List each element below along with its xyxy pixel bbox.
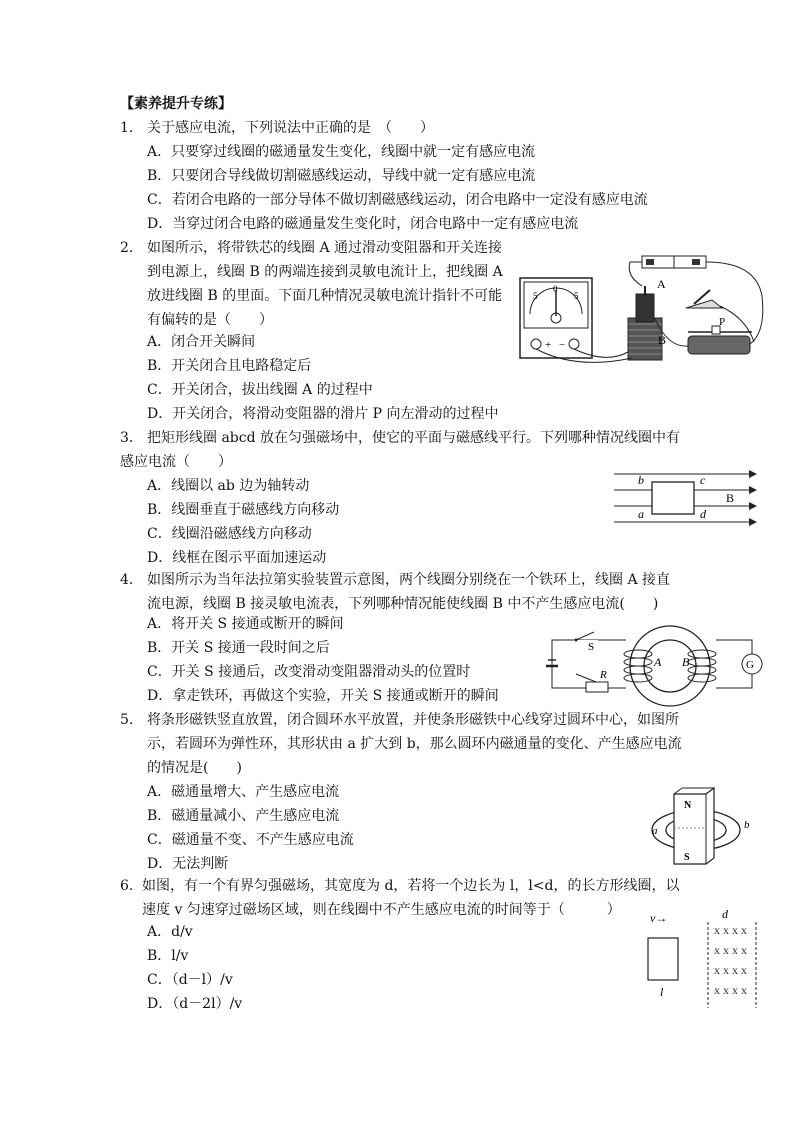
corner-a-label: a bbox=[638, 507, 644, 521]
coil-b-label: B bbox=[658, 333, 667, 347]
coil-in-field-figure bbox=[612, 466, 762, 526]
question-stem: 的情况是( ) bbox=[147, 760, 242, 776]
meter-scale-right: 5 bbox=[574, 291, 579, 301]
option-a: A．磁通量增大、产生感应电流 bbox=[147, 784, 340, 800]
question-stem: 到电源上，线圈 B 的两端连接到灵敏电流计上，把线圈 A bbox=[147, 264, 503, 280]
question-stem: 有偏转的是（ ） bbox=[147, 312, 273, 328]
question-stem: 流电源，线圈 B 接灵敏电流表，下列哪种情况能使线圈 B 中不产生感应电流( ) bbox=[147, 596, 659, 612]
ring-a-label: a bbox=[652, 825, 658, 837]
option-b: B．线圈垂直于磁感线方向移动 bbox=[147, 502, 340, 518]
corner-c-label: c bbox=[700, 473, 706, 487]
option-c: C．线圈沿磁感线方向移动 bbox=[147, 526, 312, 542]
faraday-ring-figure bbox=[546, 620, 768, 710]
field-row: x x x x bbox=[714, 943, 747, 957]
width-d-label: d bbox=[722, 907, 728, 921]
option-d: D．无法判断 bbox=[147, 856, 229, 872]
option-b: B．开关闭合且电路稳定后 bbox=[147, 358, 312, 374]
induction-apparatus-figure bbox=[516, 252, 778, 364]
option-d: D．拿走铁环，再做这个实验，开关 S 接通或断开的瞬间 bbox=[147, 688, 499, 704]
question-number: 6. bbox=[120, 878, 134, 894]
slider-p-label: P bbox=[719, 316, 726, 328]
corner-d-label: d bbox=[700, 507, 706, 521]
option-b: B．磁通量减小、产生感应电流 bbox=[147, 808, 340, 824]
option-d: D．当穿过闭合电路的磁通量发生变化时，闭合电路中一定有感应电流 bbox=[147, 216, 579, 232]
coil-a-label: A bbox=[654, 655, 662, 669]
coil-a-label: A bbox=[657, 277, 666, 291]
option-b: B．l/v bbox=[147, 948, 189, 964]
south-pole-label: S bbox=[684, 852, 690, 863]
field-row: x x x x bbox=[714, 983, 747, 997]
coil-b-label: B bbox=[682, 655, 690, 669]
velocity-label: v→ bbox=[650, 911, 668, 925]
terminal-plus: + bbox=[545, 339, 552, 351]
question-number: 1． bbox=[120, 120, 143, 136]
section-title: 【素养提升专练】 bbox=[120, 96, 232, 112]
question-stem: 关于感应电流，下列说法中正确的是 （ ） bbox=[147, 120, 434, 136]
question-stem: 速度 v 匀速穿过磁场区域，则在线圈中不产生感应电流的时间等于（ ） bbox=[142, 902, 621, 918]
question-stem: 示，若圆环为弹性环，其形状由 a 扩大到 b，那么圆环内磁通量的变化、产生感应电流 bbox=[147, 736, 682, 752]
meter-scale-left: 5 bbox=[533, 291, 538, 301]
resistor-r-label: R bbox=[600, 669, 607, 681]
option-c: C．开关闭合，拔出线圈 A 的过程中 bbox=[147, 382, 373, 398]
north-pole-label: N bbox=[684, 800, 692, 811]
ring-b-label: b bbox=[744, 819, 750, 831]
question-stem: 将条形磁铁竖直放置，闭合圆环水平放置，并使条形磁铁中心线穿过圆环中心，如图所 bbox=[147, 712, 679, 728]
corner-b-label: b bbox=[638, 473, 644, 487]
option-a: A．只要穿过线圈的磁通量发生变化，线圈中就一定有感应电流 bbox=[147, 144, 536, 160]
switch-s-label: S bbox=[588, 641, 595, 653]
question-stem: 如图所示为当年法拉第实验装置示意图，两个线圈分别绕在一个铁环上，线圈 A 接直 bbox=[147, 572, 671, 588]
meter-scale-mid: 0 bbox=[553, 284, 558, 294]
question-stem: 放进线圈 B 的里面。下面几种情况灵敏电流计指针不可能 bbox=[147, 288, 503, 304]
question-number: 3． bbox=[120, 430, 143, 446]
question-number: 5. bbox=[120, 712, 134, 728]
magnet-ring-figure bbox=[646, 784, 756, 870]
length-l-label: l bbox=[660, 985, 664, 999]
question-stem: 把矩形线圈 abcd 放在匀强磁场中，使它的平面与磁感线平行。下列哪种情况线圈中有 bbox=[147, 430, 681, 446]
option-c: C．开关 S 接通后，改变滑动变阻器滑动头的位置时 bbox=[147, 664, 471, 680]
field-row: x x x x bbox=[714, 963, 747, 977]
field-b-label: B bbox=[726, 491, 735, 505]
question-stem: 感应电流（ ） bbox=[120, 454, 232, 470]
question-stem: 如图所示，将带铁芯的线圈 A 通过滑动变阻器和开关连接 bbox=[147, 240, 503, 256]
option-d: D．线框在图示平面加速运动 bbox=[147, 550, 327, 566]
question-number: 4． bbox=[120, 572, 143, 588]
bounded-field-figure bbox=[646, 904, 762, 1012]
option-d: D．（d－2l）/v bbox=[147, 996, 243, 1012]
option-b: B．只要闭合导线做切割磁感线运动，导线中就一定有感应电流 bbox=[147, 168, 536, 184]
option-a: A．闭合开关瞬间 bbox=[147, 334, 256, 350]
galvanometer-g-label: G bbox=[746, 659, 754, 671]
question-number: 2． bbox=[120, 240, 143, 256]
option-c: C．磁通量不变、不产生感应电流 bbox=[147, 832, 354, 848]
option-b: B．开关 S 接通一段时间之后 bbox=[147, 640, 330, 656]
terminal-minus: − bbox=[559, 339, 566, 351]
option-c: C．若闭合电路的一部分导体不做切割磁感线运动，闭合电路中一定没有感应电流 bbox=[147, 192, 648, 208]
option-d: D．开关闭合，将滑动变阻器的滑片 P 向左滑动的过程中 bbox=[147, 406, 499, 422]
option-a: A．d/v bbox=[147, 924, 193, 940]
field-row: x x x x bbox=[714, 923, 747, 937]
option-a: A．线圈以 ab 边为轴转动 bbox=[147, 478, 310, 494]
option-c: C．（d－l）/v bbox=[147, 972, 233, 988]
option-a: A．将开关 S 接通或断开的瞬间 bbox=[147, 616, 344, 632]
question-stem: 如图，有一个有界匀强磁场，其宽度为 d，若将一个边长为 l，l<d，的长方形线圈，以 bbox=[142, 878, 680, 894]
